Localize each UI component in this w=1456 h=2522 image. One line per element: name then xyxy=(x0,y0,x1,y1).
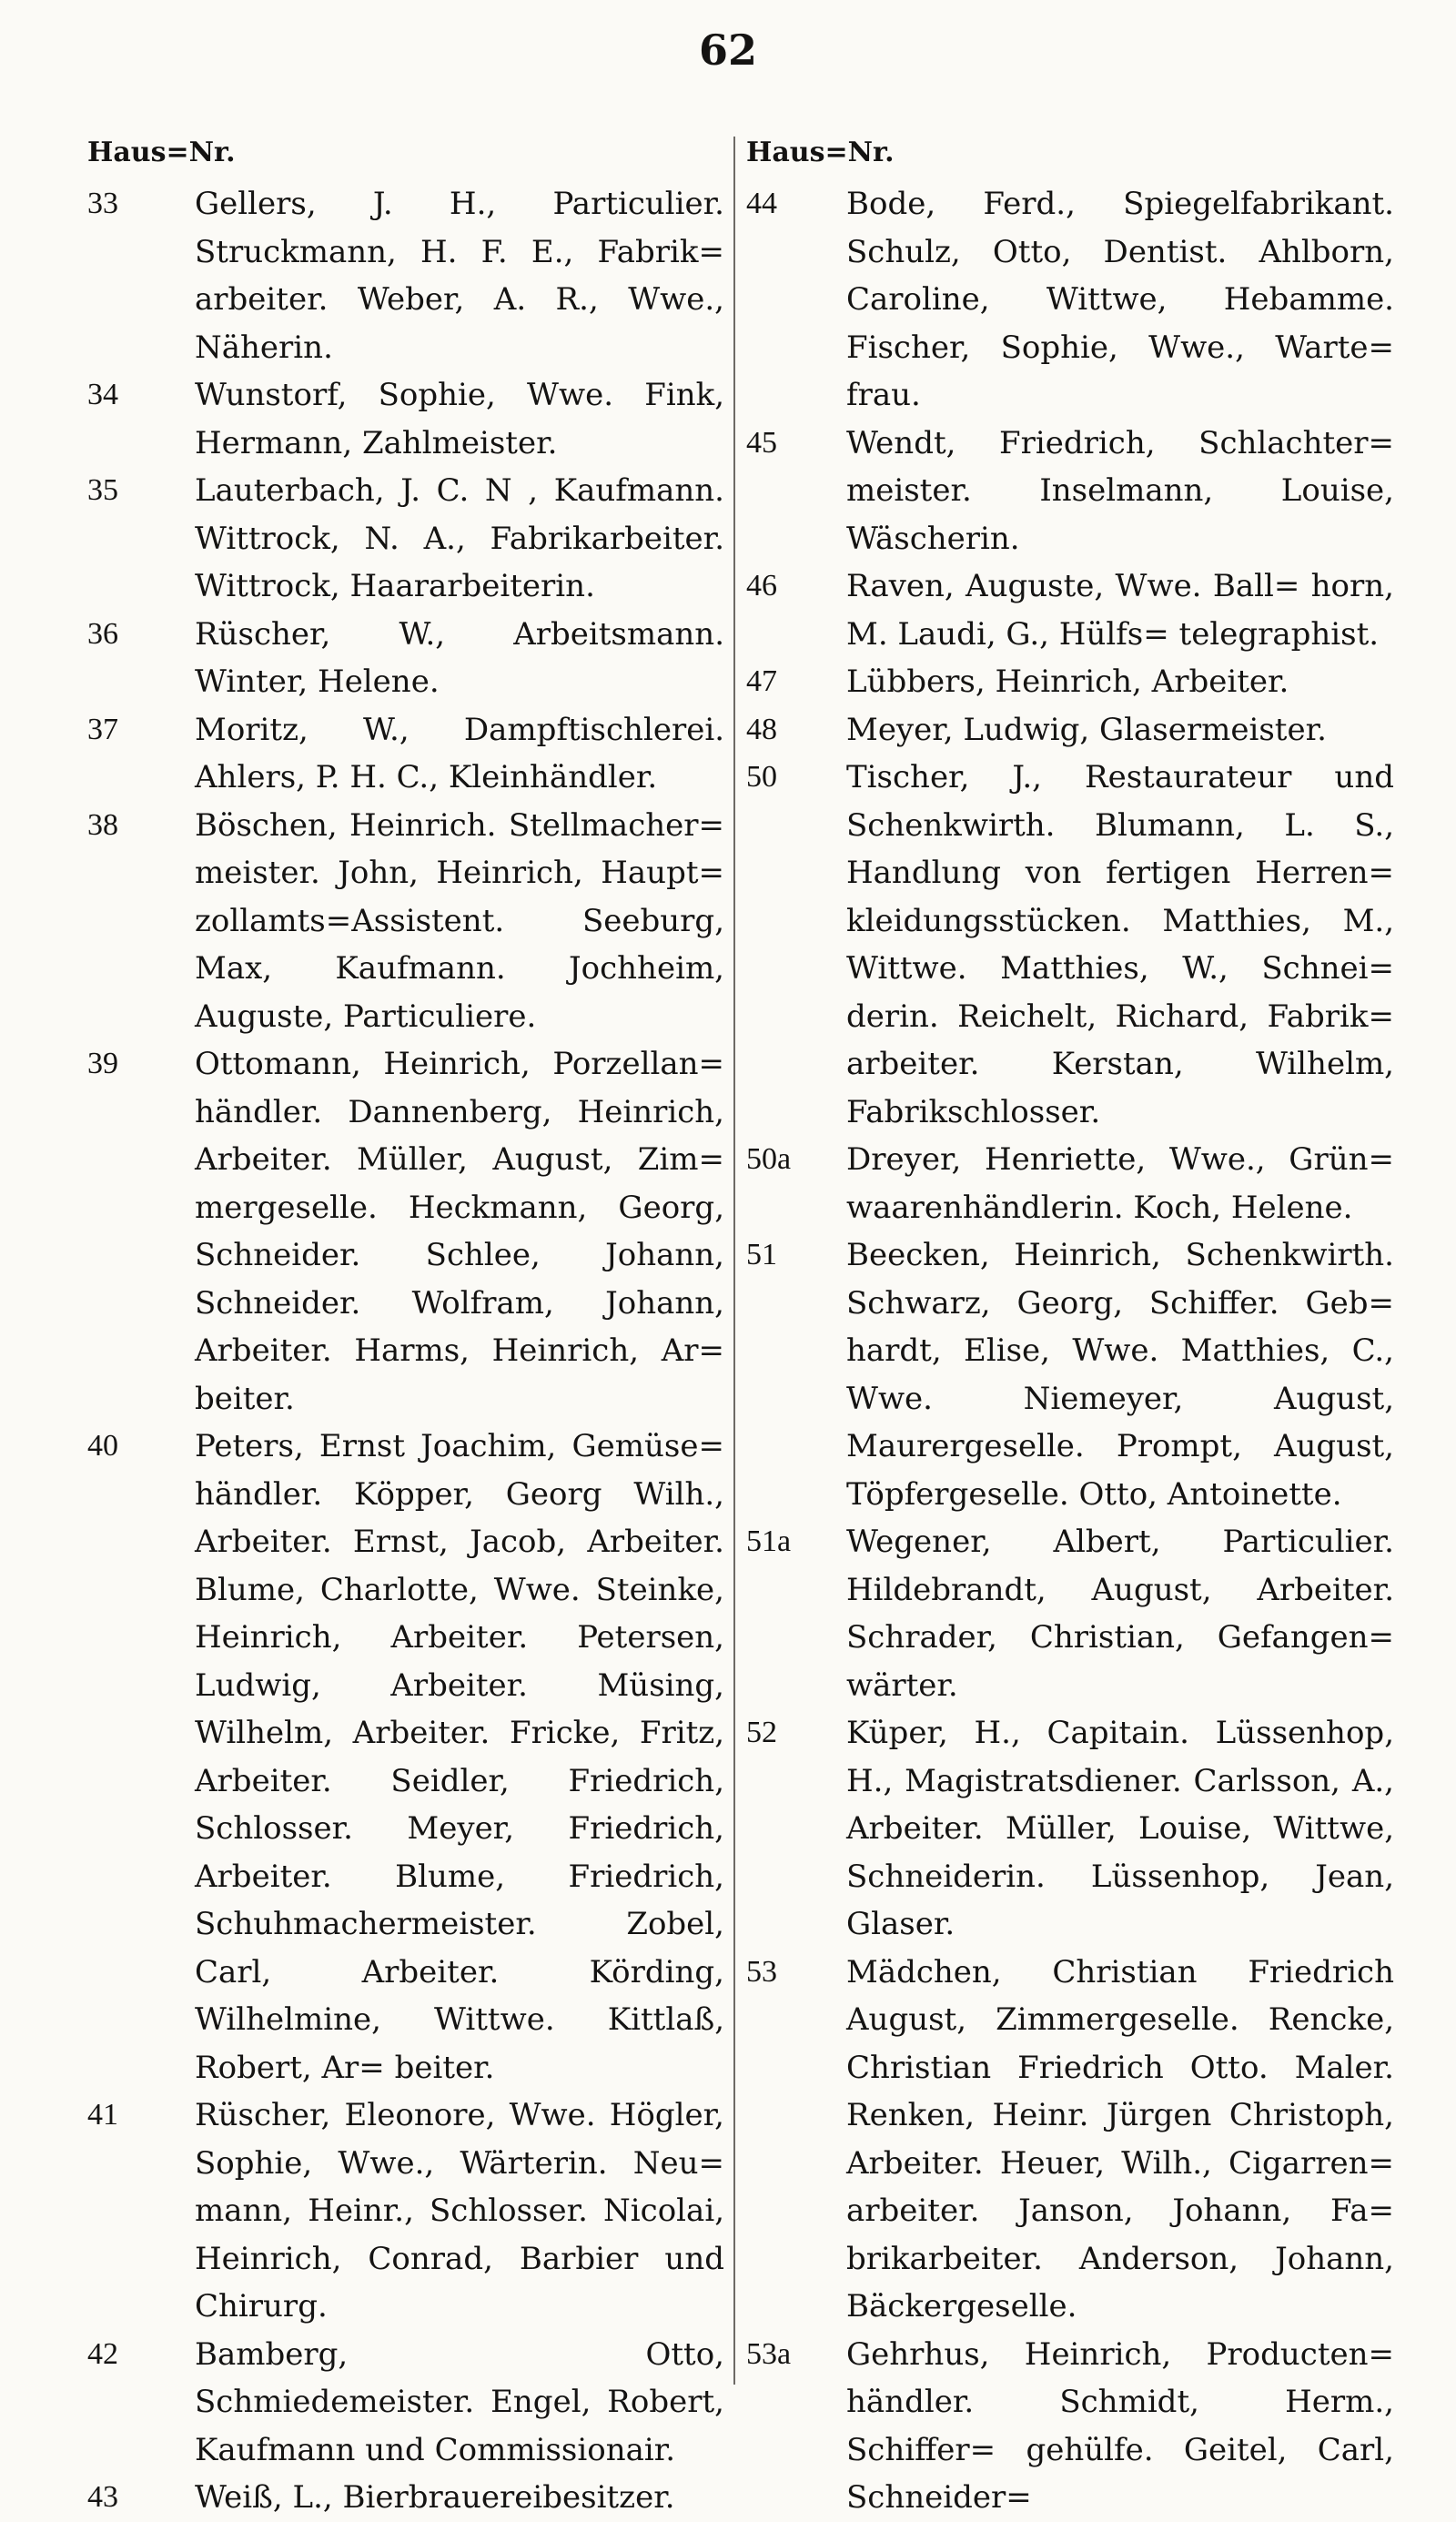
directory-entry xyxy=(746,706,1394,755)
directory-entry xyxy=(746,754,1394,1136)
house-number: 47 xyxy=(746,664,777,698)
resident-list: Küper, H., Capitain. Lüssenhop, H., Magistratsdiener. Carlsson, A., Arbeiter. Müller, Louise, Wittwe, Schneiderin. Lüssenhop, Jean, Glaser. xyxy=(846,1715,1394,1942)
resident-list: Lauterbach, J. C. N , Kaufmann. Wittrock, N. A., Fabrikarbeiter. Wittrock, Haararbeiterin. xyxy=(195,472,724,604)
directory-entry xyxy=(746,1949,1394,2331)
house-number: 33 xyxy=(87,187,118,220)
directory-entry xyxy=(87,802,724,1041)
resident-list: Mädchen, Christian Friedrich August, Zimmergeselle. Rencke, Christian Friedrich Otto. Maler. Renken, Heinr. Jürgen Christoph, Arbeiter. Heuer, Wilh., Cigarren= arbeiter. Janson, Johann, Fa= brikarbeiter. Anderson, Johann, Bäckergeselle. xyxy=(846,1953,1394,2324)
resident-list: Böschen, Heinrich. Stellmacher= meister. John, Heinrich, Haupt= zollamts=Assistent. Seeburg, Max, Kaufmann. Jochheim, Auguste, Particuliere. xyxy=(195,806,724,1035)
resident-list: Wunstorf, Sophie, Wwe. Fink, Hermann, Zahlmeister. xyxy=(195,377,724,461)
directory-entry xyxy=(87,1040,724,1423)
house-number: 35 xyxy=(87,473,118,507)
directory-entry xyxy=(746,420,1394,563)
resident-list: Raven, Auguste, Wwe. Ball= horn, M. Laudi, G., Hülfs= telegraphist. xyxy=(846,568,1394,653)
resident-list: Bode, Ferd., Spiegelfabrikant. Schulz, Otto, Dentist. Ahlborn, Caroline, Wittwe, Hebamme. Fischer, Sophie, Wwe., Warte= frau. xyxy=(846,186,1394,413)
resident-list: Moritz, W., Dampftischlerei. Ahlers, P. H. C., Kleinhändler. xyxy=(195,711,724,795)
house-number: 53 xyxy=(746,1954,777,1989)
directory-entry xyxy=(746,1231,1394,1518)
resident-list: Tischer, J., Restaurateur und Schenkwirth. Blumann, L. S., Handlung von fertigen Herren= kleidungsstücken. Matthies, M., Wittwe. Matthies, W., Schnei= derin. Reichelt, Richard, Fabrik= arbeiter. Kerstan, Wilhelm, Fabrikschlosser. xyxy=(846,759,1394,1130)
resident-list: Gehrhus, Heinrich, Producten= händler. Schmidt, Herm., Schiffer= gehülfe. Geitel, Carl, Schneider= xyxy=(846,2335,1394,2516)
directory-entry xyxy=(746,1518,1394,1709)
resident-list: Lübbers, Heinrich, Arbeiter. xyxy=(846,663,1289,700)
left-column xyxy=(87,180,724,2522)
resident-list: Wendt, Friedrich, Schlachter= meister. Inselmann, Louise, Wäscherin. xyxy=(846,424,1394,557)
directory-entry xyxy=(87,371,724,467)
resident-list: Rüscher, W., Arbeitsmann. Winter, Helene. xyxy=(195,615,724,700)
house-number: 52 xyxy=(746,1716,777,1749)
resident-list: Rüscher, Eleonore, Wwe. Högler, Sophie, Wwe., Wärterin. Neu= mann, Heinr., Schlosser. Nicolai, Heinrich, Conrad, Barbier und Chirurg. xyxy=(195,2097,724,2324)
directory-entry xyxy=(87,611,724,706)
directory-entry xyxy=(87,180,724,371)
resident-list: Bamberg, Otto, Schmiedemeister. Engel, Robert, Kaufmann und Commissionair. xyxy=(195,2335,724,2468)
directory-entry xyxy=(746,658,1394,706)
house-number: 39 xyxy=(87,1047,118,1080)
house-number: 46 xyxy=(746,569,777,603)
resident-list: Beecken, Heinrich, Schenkwirth. Schwarz, Georg, Schiffer. Geb= hardt, Elise, Wwe. Matthies, C., Wwe. Niemeyer, August, Maurergeselle. Prompt, August, Töpfergeselle. Otto, Antoinette. xyxy=(846,1237,1394,1513)
resident-list: Gellers, J. H., Particulier. Struckmann, H. F. E., Fabrik= arbeiter. Weber, A. R., Wwe., Näherin. xyxy=(195,186,724,366)
directory-entry xyxy=(87,2092,724,2331)
house-number: 43 xyxy=(87,2480,118,2514)
directory-entry xyxy=(87,467,724,611)
directory-entry xyxy=(87,706,724,802)
directory-entry xyxy=(746,1709,1394,1949)
page-number: 62 xyxy=(698,25,757,75)
house-number: 44 xyxy=(746,187,777,220)
resident-list: Wegener, Albert, Particulier. Hildebrandt, August, Arbeiter. Schrader, Christian, Gefangen= wärter. xyxy=(846,1524,1394,1704)
house-number-header-right: Haus=Nr. xyxy=(746,137,895,168)
house-number: 53a xyxy=(746,2336,792,2371)
house-number: 50a xyxy=(746,1142,792,1176)
column-divider xyxy=(733,137,735,2385)
directory-entry xyxy=(87,2474,724,2522)
directory-entry xyxy=(746,1136,1394,1231)
house-number: 48 xyxy=(746,712,777,746)
house-number: 34 xyxy=(87,378,118,411)
resident-list: Dreyer, Henriette, Wwe., Grün= waarenhändlerin. Koch, Helene. xyxy=(846,1141,1394,1226)
directory-entry xyxy=(746,562,1394,658)
resident-list: Weiß, L., Bierbrauereibesitzer. xyxy=(195,2479,675,2516)
directory-entry xyxy=(746,2331,1394,2522)
resident-list: Peters, Ernst Joachim, Gemüse= händler. Köpper, Georg Wilh., Arbeiter. Ernst, Jacob, Arbeiter. Blume, Charlotte, Wwe. Steinke, Heinrich, Arbeiter. Petersen, Ludwig, Arbeiter. Müsing, Wilhelm, Arbeiter. Fricke, Fritz, Arbeiter. Seidler, Friedrich, Schlosser. Meyer, Friedrich, Arbeiter. Blume, Friedrich, Schuhmachermeister. Zobel, Carl, Arbeiter. Körding, Wilhelmine, Wittwe. Kittlaß, Robert, Ar= beiter. xyxy=(195,1428,724,2086)
directory-entry xyxy=(87,2331,724,2475)
house-number: 42 xyxy=(87,2336,118,2371)
resident-list: Meyer, Ludwig, Glasermeister. xyxy=(846,711,1327,748)
house-number: 41 xyxy=(87,2098,118,2132)
house-number: 51 xyxy=(746,1238,777,1271)
house-number: 37 xyxy=(87,712,118,746)
directory-entry xyxy=(746,180,1394,420)
house-number-header-left: Haus=Nr. xyxy=(87,137,236,168)
resident-list: Ottomann, Heinrich, Porzellan= händler. Dannenberg, Heinrich, Arbeiter. Müller, August, Zim= mergeselle. Heckmann, Georg, Schneider. Schlee, Johann, Schneider. Wolfram, Johann, Arbeiter. Harms, Heinrich, Ar= beiter. xyxy=(195,1046,724,1417)
house-number: 36 xyxy=(87,616,118,651)
house-number: 40 xyxy=(87,1429,118,1463)
house-number: 38 xyxy=(87,807,118,842)
right-column xyxy=(746,180,1394,2522)
house-number: 45 xyxy=(746,425,777,460)
directory-entry xyxy=(87,1423,724,2092)
house-number: 51a xyxy=(746,1524,792,1558)
house-number: 50 xyxy=(746,760,777,794)
